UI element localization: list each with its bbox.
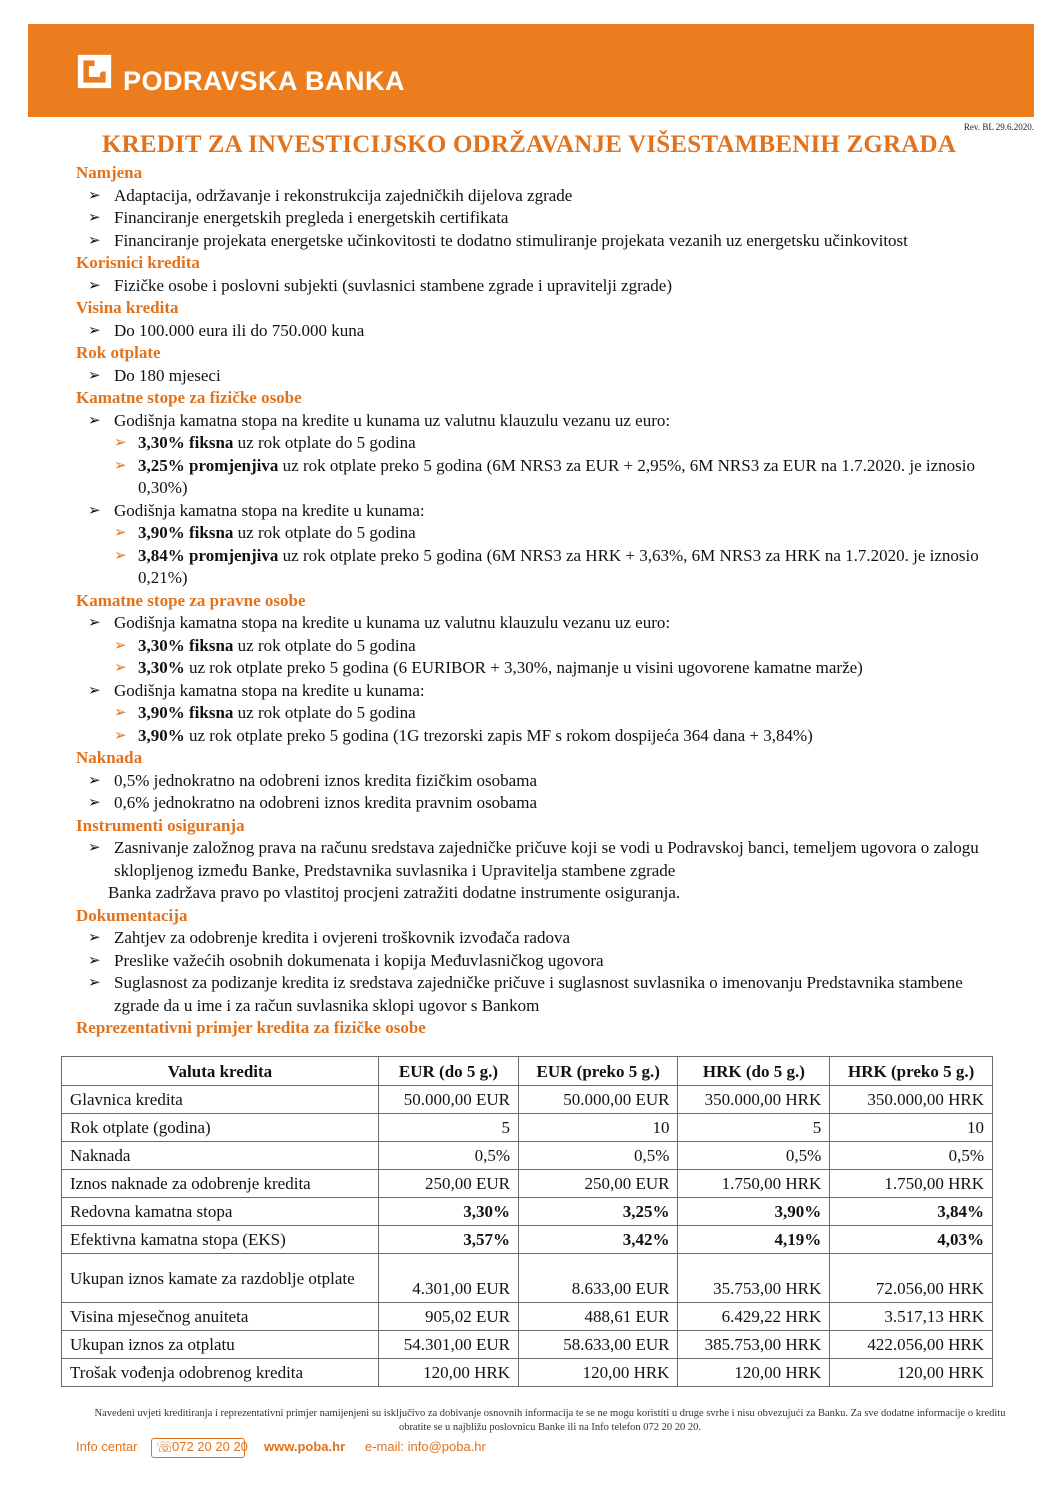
table-cell: 54.301,00 EUR [379, 1331, 519, 1359]
table-cell: 4,19% [678, 1226, 830, 1254]
table-row [62, 1198, 993, 1226]
bullet-text: uz rok otplate do 5 godina [233, 523, 416, 542]
table-row [62, 1331, 993, 1359]
table-cell: 3,25% [518, 1198, 677, 1226]
arrow-bullet-icon: ➢ [88, 277, 101, 294]
table-cell: 120,00 HRK [518, 1359, 677, 1387]
table-cell: 3,84% [830, 1198, 993, 1226]
table-cell: 422.056,00 HRK [830, 1331, 993, 1359]
table-cell: 8.633,00 EUR [518, 1254, 677, 1303]
phone-number[interactable]: 072 20 20 20 [172, 1439, 248, 1454]
row-label: Rok otplate (godina) [62, 1114, 379, 1142]
info-centre-label: Info centar [76, 1439, 138, 1454]
row-label: Naknada [62, 1142, 379, 1170]
table-cell: 3.517,13 HRK [830, 1303, 993, 1331]
table-cell: 5 [379, 1114, 519, 1142]
bullet-text: Preslike važećih osobnih dokumenata i kopija Međuvlasničkog ugovora [114, 950, 604, 970]
bullet-item [76, 972, 1006, 1017]
representative-example-table [61, 1056, 993, 1387]
bullet-text: uz rok otplate preko 5 godina (6M NRS3 za HRK + 3,63%, 6M NRS3 za HRK na 1.7.2020. je iznosio 0,21%) [138, 545, 979, 587]
bank-name: PODRAVSKA BANKA [123, 66, 406, 96]
bullet-text: Adaptacija, održavanje i rekonstrukcija zajedničkih dijelova zgrade [114, 185, 573, 205]
table-cell: 10 [830, 1114, 993, 1142]
table-cell: 120,00 HRK [830, 1359, 993, 1387]
section-heading: Naknada [76, 748, 143, 767]
arrow-bullet-icon: ➢ [114, 637, 127, 654]
column-header: Valuta kredita [62, 1057, 379, 1086]
column-header: EUR (preko 5 g.) [518, 1057, 677, 1086]
bullet-item [76, 185, 1006, 208]
table-cell: 58.633,00 EUR [518, 1331, 677, 1359]
bullet-text: 0,5% jednokratno na odobreni iznos kredita fizičkim osobama [114, 770, 537, 790]
bullet-item [76, 657, 1006, 680]
bullet-item [76, 410, 1006, 433]
column-header: EUR (do 5 g.) [379, 1057, 519, 1086]
table-header-row [62, 1057, 993, 1086]
arrow-bullet-icon: ➢ [88, 772, 101, 789]
rate-highlight: 3,90% fiksna [138, 703, 234, 722]
table-cell: 72.056,00 HRK [830, 1254, 993, 1303]
section-heading: Korisnici kredita [76, 253, 200, 272]
section-heading: Kamatne stope za pravne osobe [76, 590, 306, 610]
table-cell: 120,00 HRK [678, 1359, 830, 1387]
table-cell: 0,5% [678, 1142, 830, 1170]
arrow-bullet-icon: ➢ [88, 952, 101, 969]
bullet-text: uz rok otplate preko 5 godina (6M NRS3 za EUR + 2,95%, 6M NRS3 za EUR na 1.7.2020. je iznosio 0,30%) [138, 455, 975, 497]
bullet-text: Do 180 mjeseci [114, 365, 221, 385]
table-cell: 250,00 EUR [379, 1170, 519, 1198]
phone-icon: ☏ [156, 1439, 175, 1456]
bullet-text: uz rok otplate preko 5 godina (1G trezorski zapis MF s rokom dospijeća 364 dana + 3,84%) [184, 725, 813, 745]
header-banner [28, 24, 1034, 117]
table-cell: 0,5% [518, 1142, 677, 1170]
table-cell: 1.750,00 HRK [678, 1170, 830, 1198]
section-heading: Reprezentativni primjer kredita za fizičke osobe [76, 1018, 426, 1037]
bullet-text: 0,6% jednokratno na odobreni iznos kredita pravnim osobama [114, 793, 537, 812]
paragraph [76, 882, 1006, 905]
section-heading: Kamatne stope za fizičke osobe [76, 388, 302, 407]
rate-highlight: 3,84% promjenjiva [138, 545, 279, 565]
row-label: Visina mjesečnog anuiteta [62, 1303, 379, 1331]
arrow-bullet-icon: ➢ [114, 660, 127, 676]
section-heading: Dokumentacija [76, 905, 188, 925]
table-cell: 6.429,22 HRK [678, 1303, 830, 1331]
bullet-item [76, 725, 1006, 748]
bullet-item [76, 837, 1006, 882]
arrow-bullet-icon: ➢ [88, 615, 101, 631]
bullet-item [76, 612, 1006, 635]
bullet-item [76, 635, 1006, 658]
table-cell: 3,30% [379, 1198, 519, 1226]
table-cell: 3,90% [678, 1198, 830, 1226]
arrow-bullet-icon: ➢ [114, 547, 127, 564]
bullet-text: Banka zadržava pravo po vlastitoj procjeni zatražiti dodatne instrumente osiguranja. [108, 883, 681, 902]
arrow-bullet-icon: ➢ [88, 412, 101, 429]
table-row [62, 1086, 993, 1114]
arrow-bullet-icon: ➢ [88, 210, 101, 226]
row-label: Iznos naknade za odobrenje kredita [62, 1170, 379, 1198]
bullet-item [76, 950, 1006, 973]
column-header: HRK (do 5 g.) [678, 1057, 830, 1086]
table-cell: 905,02 EUR [379, 1303, 519, 1331]
table-cell: 0,5% [830, 1142, 993, 1170]
table-cell: 3,57% [379, 1226, 519, 1254]
table-row [62, 1170, 993, 1198]
table-cell: 0,5% [379, 1142, 519, 1170]
section-heading: Visina kredita [76, 298, 179, 317]
table-cell: 4.301,00 EUR [379, 1254, 519, 1303]
bullet-text: uz rok otplate preko 5 godina (6 EURIBOR + 3,30%, najmanje u visini ugovorene kamatne marže) [184, 658, 863, 677]
table-cell: 10 [518, 1114, 677, 1142]
table-cell: 350.000,00 HRK [830, 1086, 993, 1114]
table-cell: 1.750,00 HRK [830, 1170, 993, 1198]
bullet-item [76, 522, 1006, 545]
bullet-text: Financiranje projekata energetske učinkovitosti te dodatno stimuliranje projekata vezanih uz energetsku učinkovitost [114, 230, 908, 250]
table-row [62, 1226, 993, 1254]
table-cell: 120,00 HRK [379, 1359, 519, 1387]
row-label: Efektivna kamatna stopa (EKS) [62, 1226, 379, 1254]
bullet-text: Zahtjev za odobrenje kredita i ovjereni troškovnik izvođača radova [114, 928, 570, 947]
table-row [62, 1254, 993, 1303]
bullet-text: uz rok otplate do 5 godina [233, 703, 416, 722]
row-label: Ukupan iznos za otplatu [62, 1331, 379, 1359]
document-body [76, 162, 1006, 1040]
bullet-item [76, 702, 1006, 725]
row-label: Ukupan iznos kamate za razdoblje otplate [62, 1254, 379, 1303]
rate-highlight: 3,30% fiksna [138, 635, 234, 655]
arrow-bullet-icon: ➢ [88, 930, 101, 946]
bullet-item [76, 770, 1006, 793]
bullet-text: Godišnja kamatna stopa na kredite u kunama: [114, 500, 425, 520]
row-label: Trošak vođenja odobrenog kredita [62, 1359, 379, 1387]
bullet-text: Financiranje energetskih pregleda i energetskih certifikata [114, 208, 509, 227]
section-heading: Namjena [76, 163, 143, 182]
bullet-item [76, 545, 1006, 590]
bullet-text: Godišnja kamatna stopa na kredite u kunama: [114, 680, 425, 700]
table-cell: 350.000,00 HRK [678, 1086, 830, 1114]
table-row [62, 1114, 993, 1142]
table-row [62, 1303, 993, 1331]
bullet-text: uz rok otplate do 5 godina [233, 635, 416, 655]
bullet-item [76, 680, 1006, 703]
bullet-item [76, 207, 1006, 230]
row-label: Glavnica kredita [62, 1086, 379, 1114]
disclaimer: Navedeni uvjeti kreditiranja i reprezentativni primjer namijenjeni su isključivo za dobivanje osnovnih informacija te se ne mogu koristiti u druge svrhe i nisu obvezujući za Banku. Za sve dodatne informacije o kreditu obratite se u najbližu poslovnicu Banke ili na Info telefon 072 20 20 20. [94, 1408, 1006, 1433]
bullet-item [76, 927, 1006, 950]
email-link[interactable]: e-mail: info@poba.hr [365, 1439, 486, 1454]
section-heading: Instrumenti osiguranja [76, 815, 245, 835]
bank-logo-icon [76, 53, 113, 90]
bullet-item [76, 320, 1006, 343]
website-link[interactable]: www.poba.hr [264, 1439, 346, 1454]
rate-highlight: 3,90% [138, 725, 185, 745]
arrow-bullet-icon: ➢ [88, 840, 101, 856]
bullet-text: Suglasnost za podizanje kredita iz sredstava zajedničke pričuve i suglasnost suvlasnika o imenovanju Predstavnika stambene zgrade da u ime i za račun suvlasnika sklopi ugovor s Bankom [114, 973, 963, 1015]
table-cell: 50.000,00 EUR [379, 1086, 519, 1114]
row-label: Redovna kamatna stopa [62, 1198, 379, 1226]
arrow-bullet-icon: ➢ [88, 975, 101, 991]
arrow-bullet-icon: ➢ [88, 322, 101, 339]
rate-highlight: 3,25% promjenjiva [138, 455, 279, 475]
arrow-bullet-icon: ➢ [88, 187, 101, 204]
page-title: KREDIT ZA INVESTICIJSKO ODRŽAVANJE VIŠESTAMBENIH ZGRADA [101, 131, 957, 158]
rate-highlight: 3,30% [138, 658, 185, 677]
bullet-text: Fizičke osobe i poslovni subjekti (suvlasnici stambene zgrade i upravitelji zgrade) [114, 275, 673, 295]
bullet-item [76, 455, 1006, 500]
table-cell: 385.753,00 HRK [678, 1331, 830, 1359]
bullet-text: uz rok otplate do 5 godina [233, 433, 416, 452]
arrow-bullet-icon: ➢ [114, 435, 127, 451]
arrow-bullet-icon: ➢ [114, 705, 127, 721]
bullet-item [76, 275, 1006, 298]
table-cell: 488,61 EUR [518, 1303, 677, 1331]
arrow-bullet-icon: ➢ [88, 795, 101, 811]
section-heading: Rok otplate [76, 343, 161, 362]
bullet-text: Do 100.000 eura ili do 750.000 kuna [114, 320, 365, 340]
table-cell: 5 [678, 1114, 830, 1142]
arrow-bullet-icon: ➢ [88, 502, 101, 519]
table-row [62, 1142, 993, 1170]
bullet-item [76, 230, 1006, 253]
arrow-bullet-icon: ➢ [88, 682, 101, 699]
arrow-bullet-icon: ➢ [114, 727, 127, 744]
table-cell: 250,00 EUR [518, 1170, 677, 1198]
table-cell: 4,03% [830, 1226, 993, 1254]
bullet-text: Zasnivanje založnog prava na računu sredstava zajedničke pričuve koji se vodi u Podravskoj banci, temeljem ugovora o zalogu sklopljenog između Banke, Predstavnika suvlasnika i Upravitelja stambene zgrade [114, 838, 979, 880]
bullet-item [76, 500, 1006, 523]
table-cell: 50.000,00 EUR [518, 1086, 677, 1114]
bullet-item [76, 432, 1006, 455]
arrow-bullet-icon: ➢ [114, 525, 127, 541]
table-cell: 3,42% [518, 1226, 677, 1254]
bullet-item [76, 792, 1006, 815]
arrow-bullet-icon: ➢ [114, 457, 127, 474]
table-row [62, 1359, 993, 1387]
bullet-text: Godišnja kamatna stopa na kredite u kunama uz valutnu klauzulu vezanu uz euro: [114, 613, 671, 632]
table-cell: 35.753,00 HRK [678, 1254, 830, 1303]
rate-highlight: 3,90% fiksna [138, 523, 234, 542]
arrow-bullet-icon: ➢ [88, 367, 101, 384]
bullet-text: Godišnja kamatna stopa na kredite u kunama uz valutnu klauzulu vezanu uz euro: [114, 410, 671, 430]
revision-label: Rev. BL 29.6.2020. [963, 122, 1034, 132]
arrow-bullet-icon: ➢ [88, 232, 101, 249]
bullet-item [76, 365, 1006, 388]
column-header: HRK (preko 5 g.) [830, 1057, 993, 1086]
rate-highlight: 3,30% fiksna [138, 433, 234, 452]
